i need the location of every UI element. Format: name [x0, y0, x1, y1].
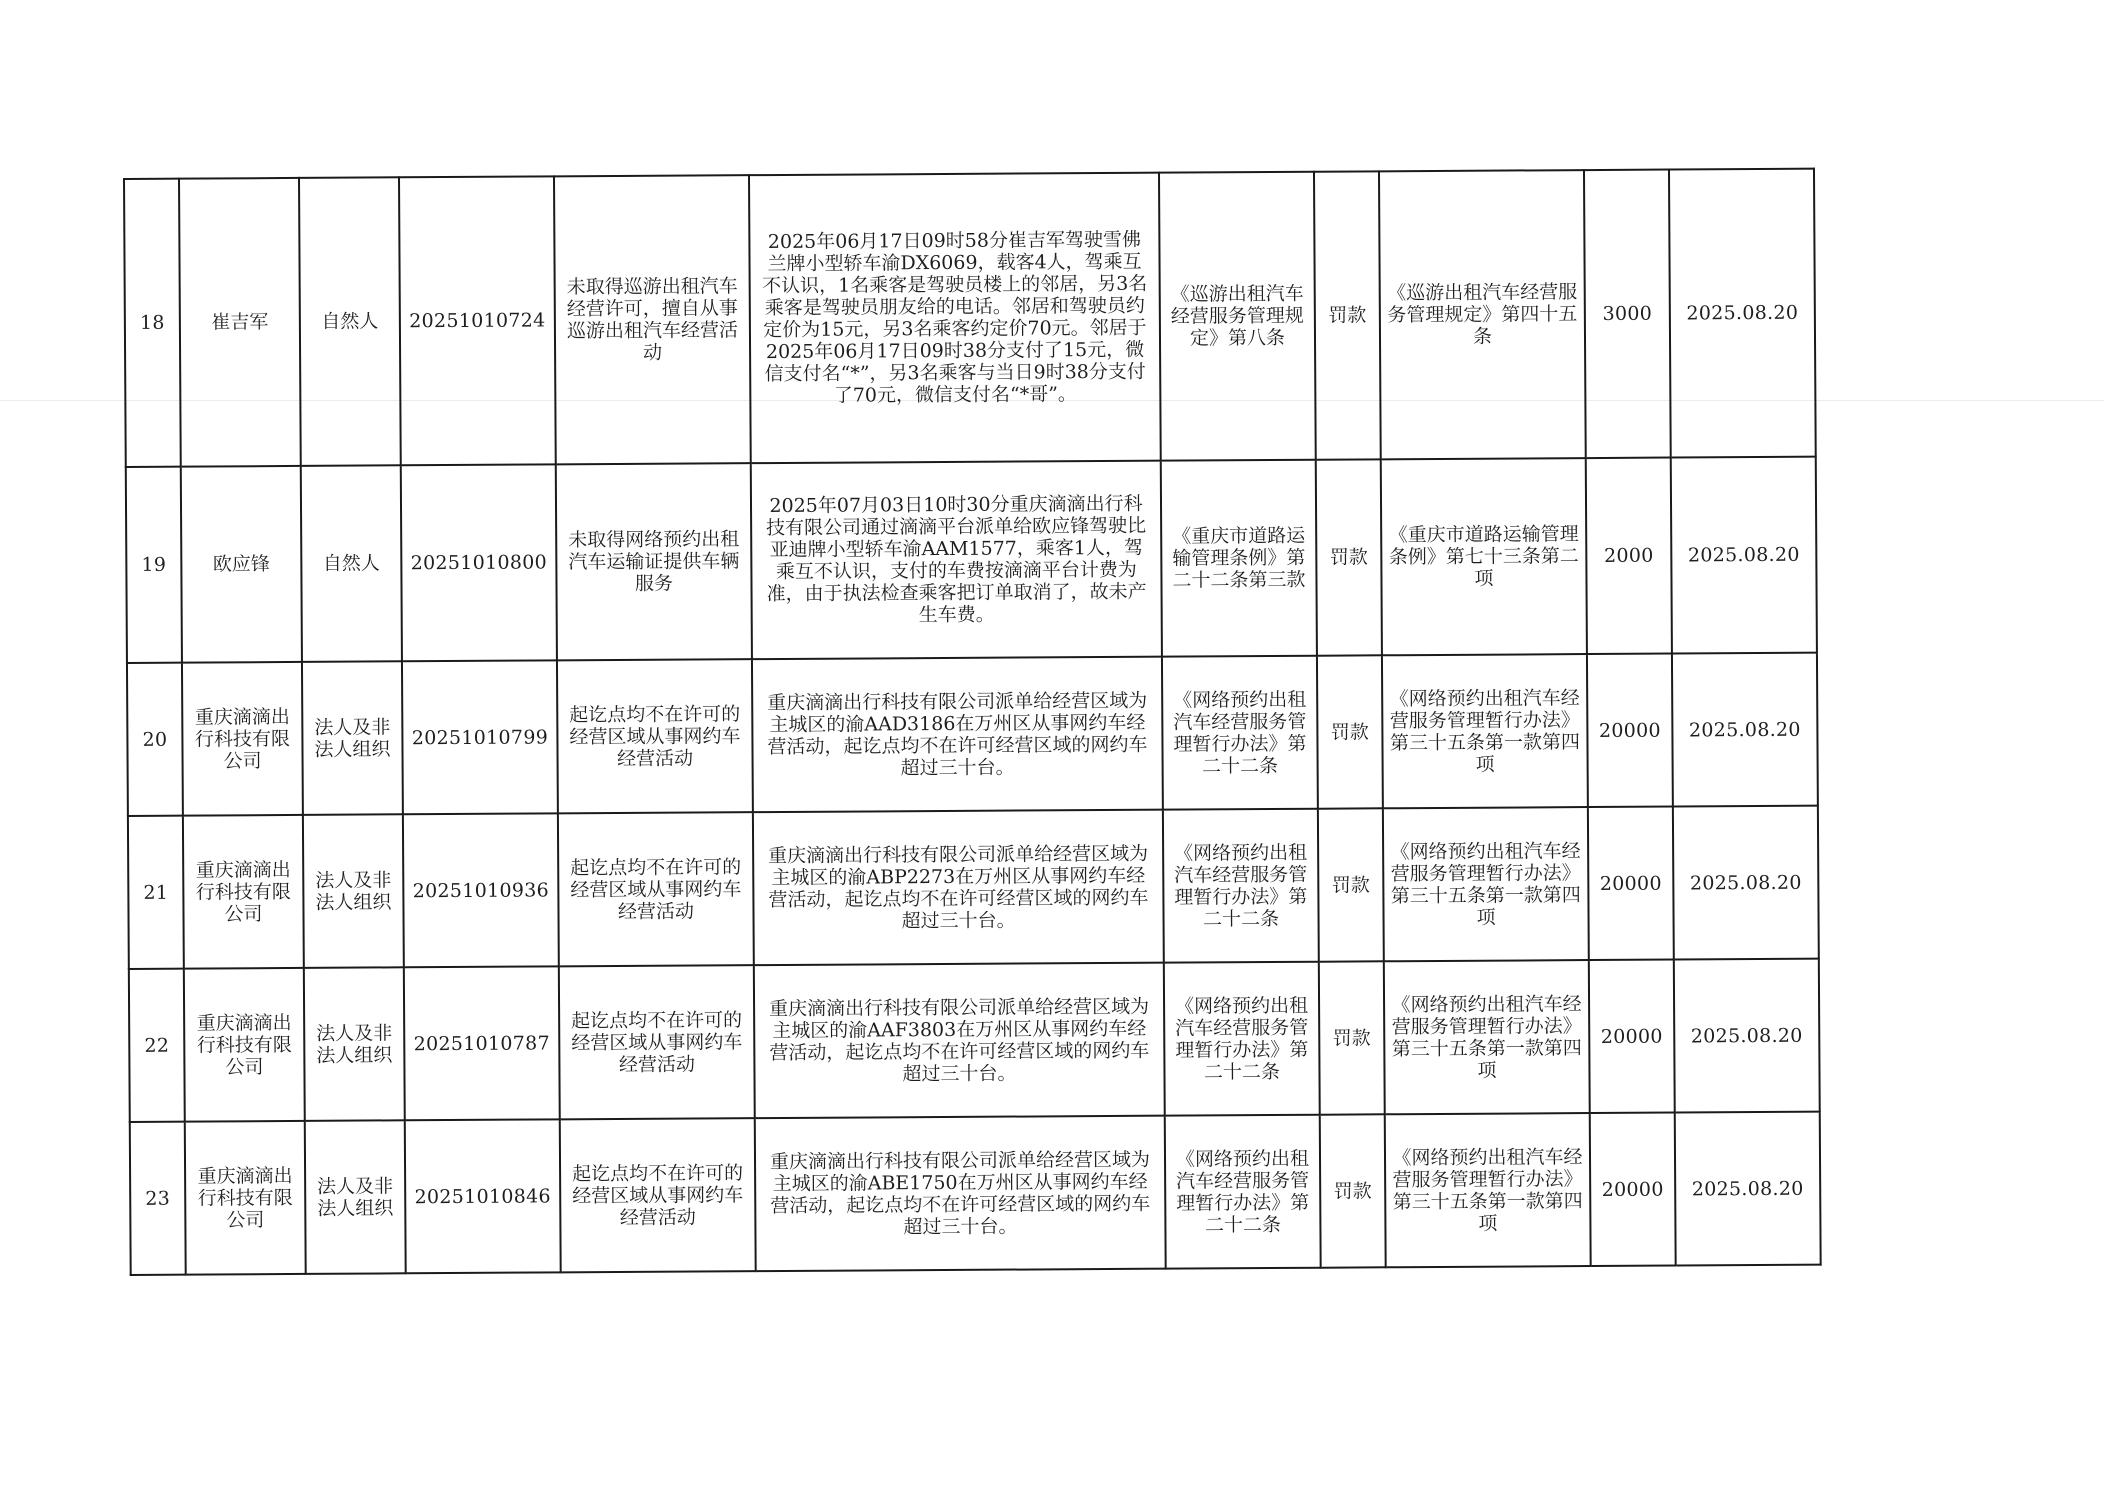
table-row: [127, 653, 1818, 816]
penalty-amount: 20000: [1590, 1113, 1676, 1267]
violated-provision: 《重庆市道路运输管理条例》第二十二条第三款: [1161, 460, 1317, 657]
penalty-amount: 3000: [1584, 170, 1671, 459]
decision-date: 2025.08.20: [1669, 169, 1816, 458]
penalty-type: 罚款: [1314, 171, 1381, 459]
violation-facts: 重庆滴滴出行科技有限公司派单给经营区域为主城区的渝ABE1750在万州区从事网约车经营活动，起讫点均不在许可经营区域的网约车超过三十台。: [755, 1116, 1166, 1272]
document-number: 20251010846: [405, 1119, 561, 1273]
penalty-basis: 《巡游出租汽车经营服务管理规定》第四十五条: [1379, 170, 1586, 459]
penalty-table: [123, 168, 1822, 1276]
violation-facts: 重庆滴滴出行科技有限公司派单给经营区域为主城区的渝AAD3186在万州区从事网约车经营活动，起讫点均不在许可经营区域的网约车超过三十台。: [752, 657, 1163, 813]
party-type: 自然人: [299, 177, 401, 466]
penalty-type: 罚款: [1318, 808, 1384, 961]
party-type: 法人及非法人组织: [305, 1120, 406, 1274]
penalty-amount: 20000: [1588, 807, 1674, 961]
penalty-amount: 20000: [1587, 654, 1673, 808]
party-name: 重庆滴滴出行科技有限公司: [185, 1121, 306, 1275]
party-name: 重庆滴滴出行科技有限公司: [182, 662, 303, 816]
penalty-type: 罚款: [1319, 961, 1385, 1114]
document-number: 20251010724: [399, 176, 556, 465]
party-type: 法人及非法人组织: [303, 814, 404, 968]
decision-date: 2025.08.20: [1675, 1112, 1821, 1266]
violated-provision: 《网络预约出租汽车经营服务管理暂行办法》第二十二条: [1165, 1115, 1321, 1269]
table-row: [128, 806, 1819, 969]
document-number: 20251010799: [402, 660, 558, 814]
document-number: 20251010936: [403, 813, 559, 967]
penalty-type: 罚款: [1316, 459, 1382, 655]
row-number: 19: [126, 467, 182, 663]
penalty-basis: 《网络预约出租汽车经营服务管理暂行办法》第三十五条第一款第四项: [1382, 654, 1588, 808]
decision-date: 2025.08.20: [1671, 457, 1817, 654]
violated-provision: 《巡游出租汽车经营服务管理规定》第八条: [1159, 172, 1316, 461]
penalty-basis: 《网络预约出租汽车经营服务管理暂行办法》第三十五条第一款第四项: [1383, 807, 1589, 961]
row-number: 20: [127, 663, 183, 816]
violation-type: 未取得网络预约出租汽车运输证提供车辆服务: [556, 463, 752, 660]
table-row: [124, 169, 1816, 467]
penalty-type: 罚款: [1317, 655, 1383, 808]
party-name: 崔吉军: [179, 178, 301, 467]
violation-facts: 2025年06月17日09时58分崔吉军驾驶雪佛兰牌小型轿车渝DX6069，载客4人，驾乘互不认识，1名乘客是驾驶员楼上的邻居，另3名乘客是驾驶员朋友给的电话。邻居和驾驶员约定价为15元，另3名乘客约定价70元。邻居于2025年06月17日09时38分支付了15元，微信支付名“*”，另3名乘客与当日9时38分支付了70元，微信支付名“*哥”。: [749, 173, 1161, 463]
violated-provision: 《网络预约出租汽车经营服务管理暂行办法》第二十二条: [1164, 962, 1320, 1116]
document-number: 20251010800: [401, 464, 557, 661]
decision-date: 2025.08.20: [1673, 806, 1819, 960]
document-number: 20251010787: [404, 966, 560, 1120]
violation-type: 未取得巡游出租汽车经营许可，擅自从事巡游出租汽车经营活动: [554, 175, 751, 464]
violation-type: 起讫点均不在许可的经营区域从事网约车经营活动: [558, 812, 754, 966]
violation-facts: 重庆滴滴出行科技有限公司派单给经营区域为主城区的渝AAF3803在万州区从事网约车经营活动，起讫点均不在许可经营区域的网约车超过三十台。: [754, 963, 1165, 1119]
row-number: 21: [128, 816, 184, 969]
row-number: 23: [130, 1122, 186, 1275]
penalty-amount: 20000: [1589, 960, 1675, 1114]
party-name: 重庆滴滴出行科技有限公司: [184, 968, 305, 1122]
violation-type: 起讫点均不在许可的经营区域从事网约车经营活动: [559, 965, 755, 1119]
table-row: [126, 457, 1817, 663]
violated-provision: 《网络预约出租汽车经营服务管理暂行办法》第二十二条: [1163, 809, 1319, 963]
violated-provision: 《网络预约出租汽车经营服务管理暂行办法》第二十二条: [1162, 656, 1318, 810]
violation-facts: 重庆滴滴出行科技有限公司派单给经营区域为主城区的渝ABP2273在万州区从事网约车经营活动，起讫点均不在许可经营区域的网约车超过三十台。: [753, 810, 1164, 966]
party-name: 重庆滴滴出行科技有限公司: [183, 815, 304, 969]
penalty-basis: 《网络预约出租汽车经营服务管理暂行办法》第三十五条第一款第四项: [1385, 1113, 1591, 1267]
decision-date: 2025.08.20: [1672, 653, 1818, 807]
penalty-basis: 《网络预约出租汽车经营服务管理暂行办法》第三十五条第一款第四项: [1384, 960, 1590, 1114]
row-number: 18: [124, 179, 181, 467]
party-type: 法人及非法人组织: [302, 661, 403, 815]
party-type: 自然人: [301, 465, 402, 662]
violation-type: 起讫点均不在许可的经营区域从事网约车经营活动: [557, 659, 753, 813]
penalty-type: 罚款: [1320, 1114, 1386, 1267]
table-row: [129, 959, 1820, 1122]
party-type: 法人及非法人组织: [304, 967, 405, 1121]
violation-type: 起讫点均不在许可的经营区域从事网约车经营活动: [560, 1118, 756, 1272]
row-number: 22: [129, 969, 185, 1122]
penalty-basis: 《重庆市道路运输管理条例》第七十三条第二项: [1381, 458, 1587, 655]
penalty-amount: 2000: [1586, 458, 1672, 655]
party-name: 欧应锋: [181, 466, 302, 663]
table-row: [130, 1112, 1821, 1275]
violation-facts: 2025年07月03日10时30分重庆滴滴出行科技有限公司通过滴滴平台派单给欧应锋驾驶比亚迪牌小型轿车渝AAM1577，乘客1人，驾乘互不认识，支付的车费按滴滴平台计费为准，由于执法检查乘客把订单取消了，故未产生车费。: [751, 461, 1162, 660]
decision-date: 2025.08.20: [1674, 959, 1820, 1113]
